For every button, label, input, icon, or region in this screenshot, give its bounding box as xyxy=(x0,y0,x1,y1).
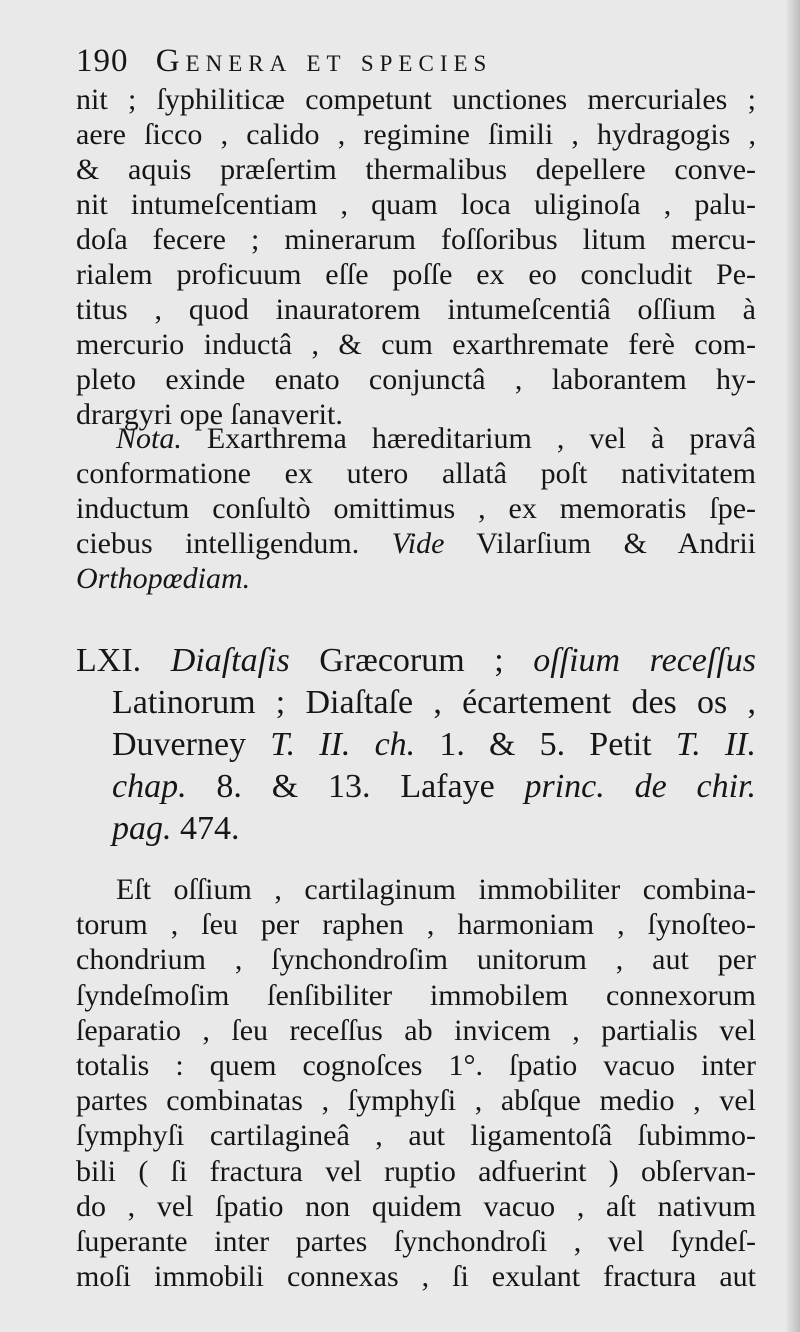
entry-line xyxy=(76,766,756,808)
text-line: Eſt oſſium , cartilaginum immobiliter combina- xyxy=(116,873,756,906)
nota-text: Vilarſium & Andrii xyxy=(444,527,757,560)
text-line: totalis : quem cognoſces 1°. ſpatio vacuo inter xyxy=(76,1049,756,1083)
paragraph-continued xyxy=(76,82,756,432)
text-line: aere ſicco , calido , regimine ſimili , hydragogis , xyxy=(76,118,756,151)
entry-line: Latinorum ; Diaſtaſe , écartement des os , xyxy=(112,684,756,721)
text-line xyxy=(76,421,756,456)
running-head-title: Genera et species xyxy=(155,43,493,79)
entry-ref: T. II. ch. xyxy=(270,726,416,763)
text-line: ſeparatio , ſeu receſſus ab invicem , partialis vel xyxy=(76,1013,756,1047)
page-number: 190 xyxy=(76,43,129,79)
entry-text: Duverney xyxy=(112,726,271,763)
description-paragraph xyxy=(76,872,756,1294)
nota-paragraph xyxy=(76,421,756,596)
entry-line xyxy=(76,808,756,850)
entry-line xyxy=(76,640,756,682)
entry-ref: chap. xyxy=(112,768,187,805)
vide-ref: Vide xyxy=(391,527,445,560)
text-line: ſyndeſmoſim ſenſibiliter immobilem connexorum xyxy=(76,978,756,1012)
text-line: inductum conſultò omittimus , ex memoratis ſpe- xyxy=(76,492,756,525)
orthopaedia-ref: Orthopœdiam. xyxy=(76,562,251,595)
text-line: doſa fecere ; minerarum foſſoribus litum mercu- xyxy=(76,223,756,256)
entry-text: 8. & 13. Lafaye xyxy=(186,768,525,805)
entry-text: 474. xyxy=(171,810,240,847)
entry-text: Græcorum ; xyxy=(289,642,534,679)
text-line xyxy=(76,526,756,561)
text-line: pleto exinde enato conjunctâ , laborantem hy- xyxy=(76,363,756,396)
text-line: partes combinatas , ſymphyſi , abſque medio , vel xyxy=(76,1084,756,1118)
nota-text: Exarthrema hæreditarium , vel à pravâ xyxy=(181,422,756,455)
text-line: ſuperante inter partes ſynchondroſi , vel ſyndeſ- xyxy=(76,1225,756,1259)
text-line: moſi immobili connexas , ſi exulant fractura aut xyxy=(76,1260,756,1294)
text-line: bili ( ſi fractura vel ruptio adfuerint ) obſervan- xyxy=(76,1154,756,1188)
text-line: chondrium , ſynchondroſim unitorum , aut per xyxy=(76,943,756,977)
nota-text: ciebus intelligendum. xyxy=(76,527,392,560)
text-line: nit intumeſcentiam , quam loca uliginoſa , palu- xyxy=(76,188,756,221)
entry-latin: oſſium receſſus xyxy=(533,642,757,679)
text-line xyxy=(76,561,756,596)
text-line: do , vel ſpatio non quidem vacuo , aſt nativum xyxy=(76,1189,756,1223)
entry-text: 1. & 5. Petit xyxy=(415,726,676,763)
text-line: rialem proficuum eſſe poſſe ex eo concludit Pe- xyxy=(76,258,756,291)
page-edge-shadow xyxy=(786,0,800,1332)
text-line: conformatione ex utero allatâ poſt nativitatem xyxy=(76,457,756,490)
entry-ref: pag. xyxy=(112,810,172,847)
text-line: titus , quod inauratorem intumeſcentiâ oſſium à xyxy=(76,293,756,326)
text-line: ſymphyſi cartilagineâ , aut ligamentoſâ ſubimmo- xyxy=(76,1119,756,1153)
nota-label: Nota. xyxy=(116,422,182,455)
entry-number: LXI. xyxy=(76,642,142,679)
entry-line xyxy=(76,724,756,766)
entry-ref: princ. de chir. xyxy=(524,768,756,805)
entry-term: Diaſtaſis xyxy=(170,642,290,679)
entry-heading xyxy=(76,640,756,850)
text-line: & aquis præſertim thermalibus depellere conve- xyxy=(76,153,756,186)
running-head xyxy=(76,40,756,82)
text-line: torum , ſeu per raphen , harmoniam , ſynoſteo- xyxy=(76,908,756,942)
text-line: nit ; ſyphiliticæ competunt unctiones mercuriales ; xyxy=(76,83,756,116)
text-line: mercurio inductâ , & cum exarthremate ferè com- xyxy=(76,328,756,361)
entry-ref: T. II. xyxy=(675,726,757,763)
text-line: drargyri ope ſanaverit. xyxy=(76,398,343,431)
